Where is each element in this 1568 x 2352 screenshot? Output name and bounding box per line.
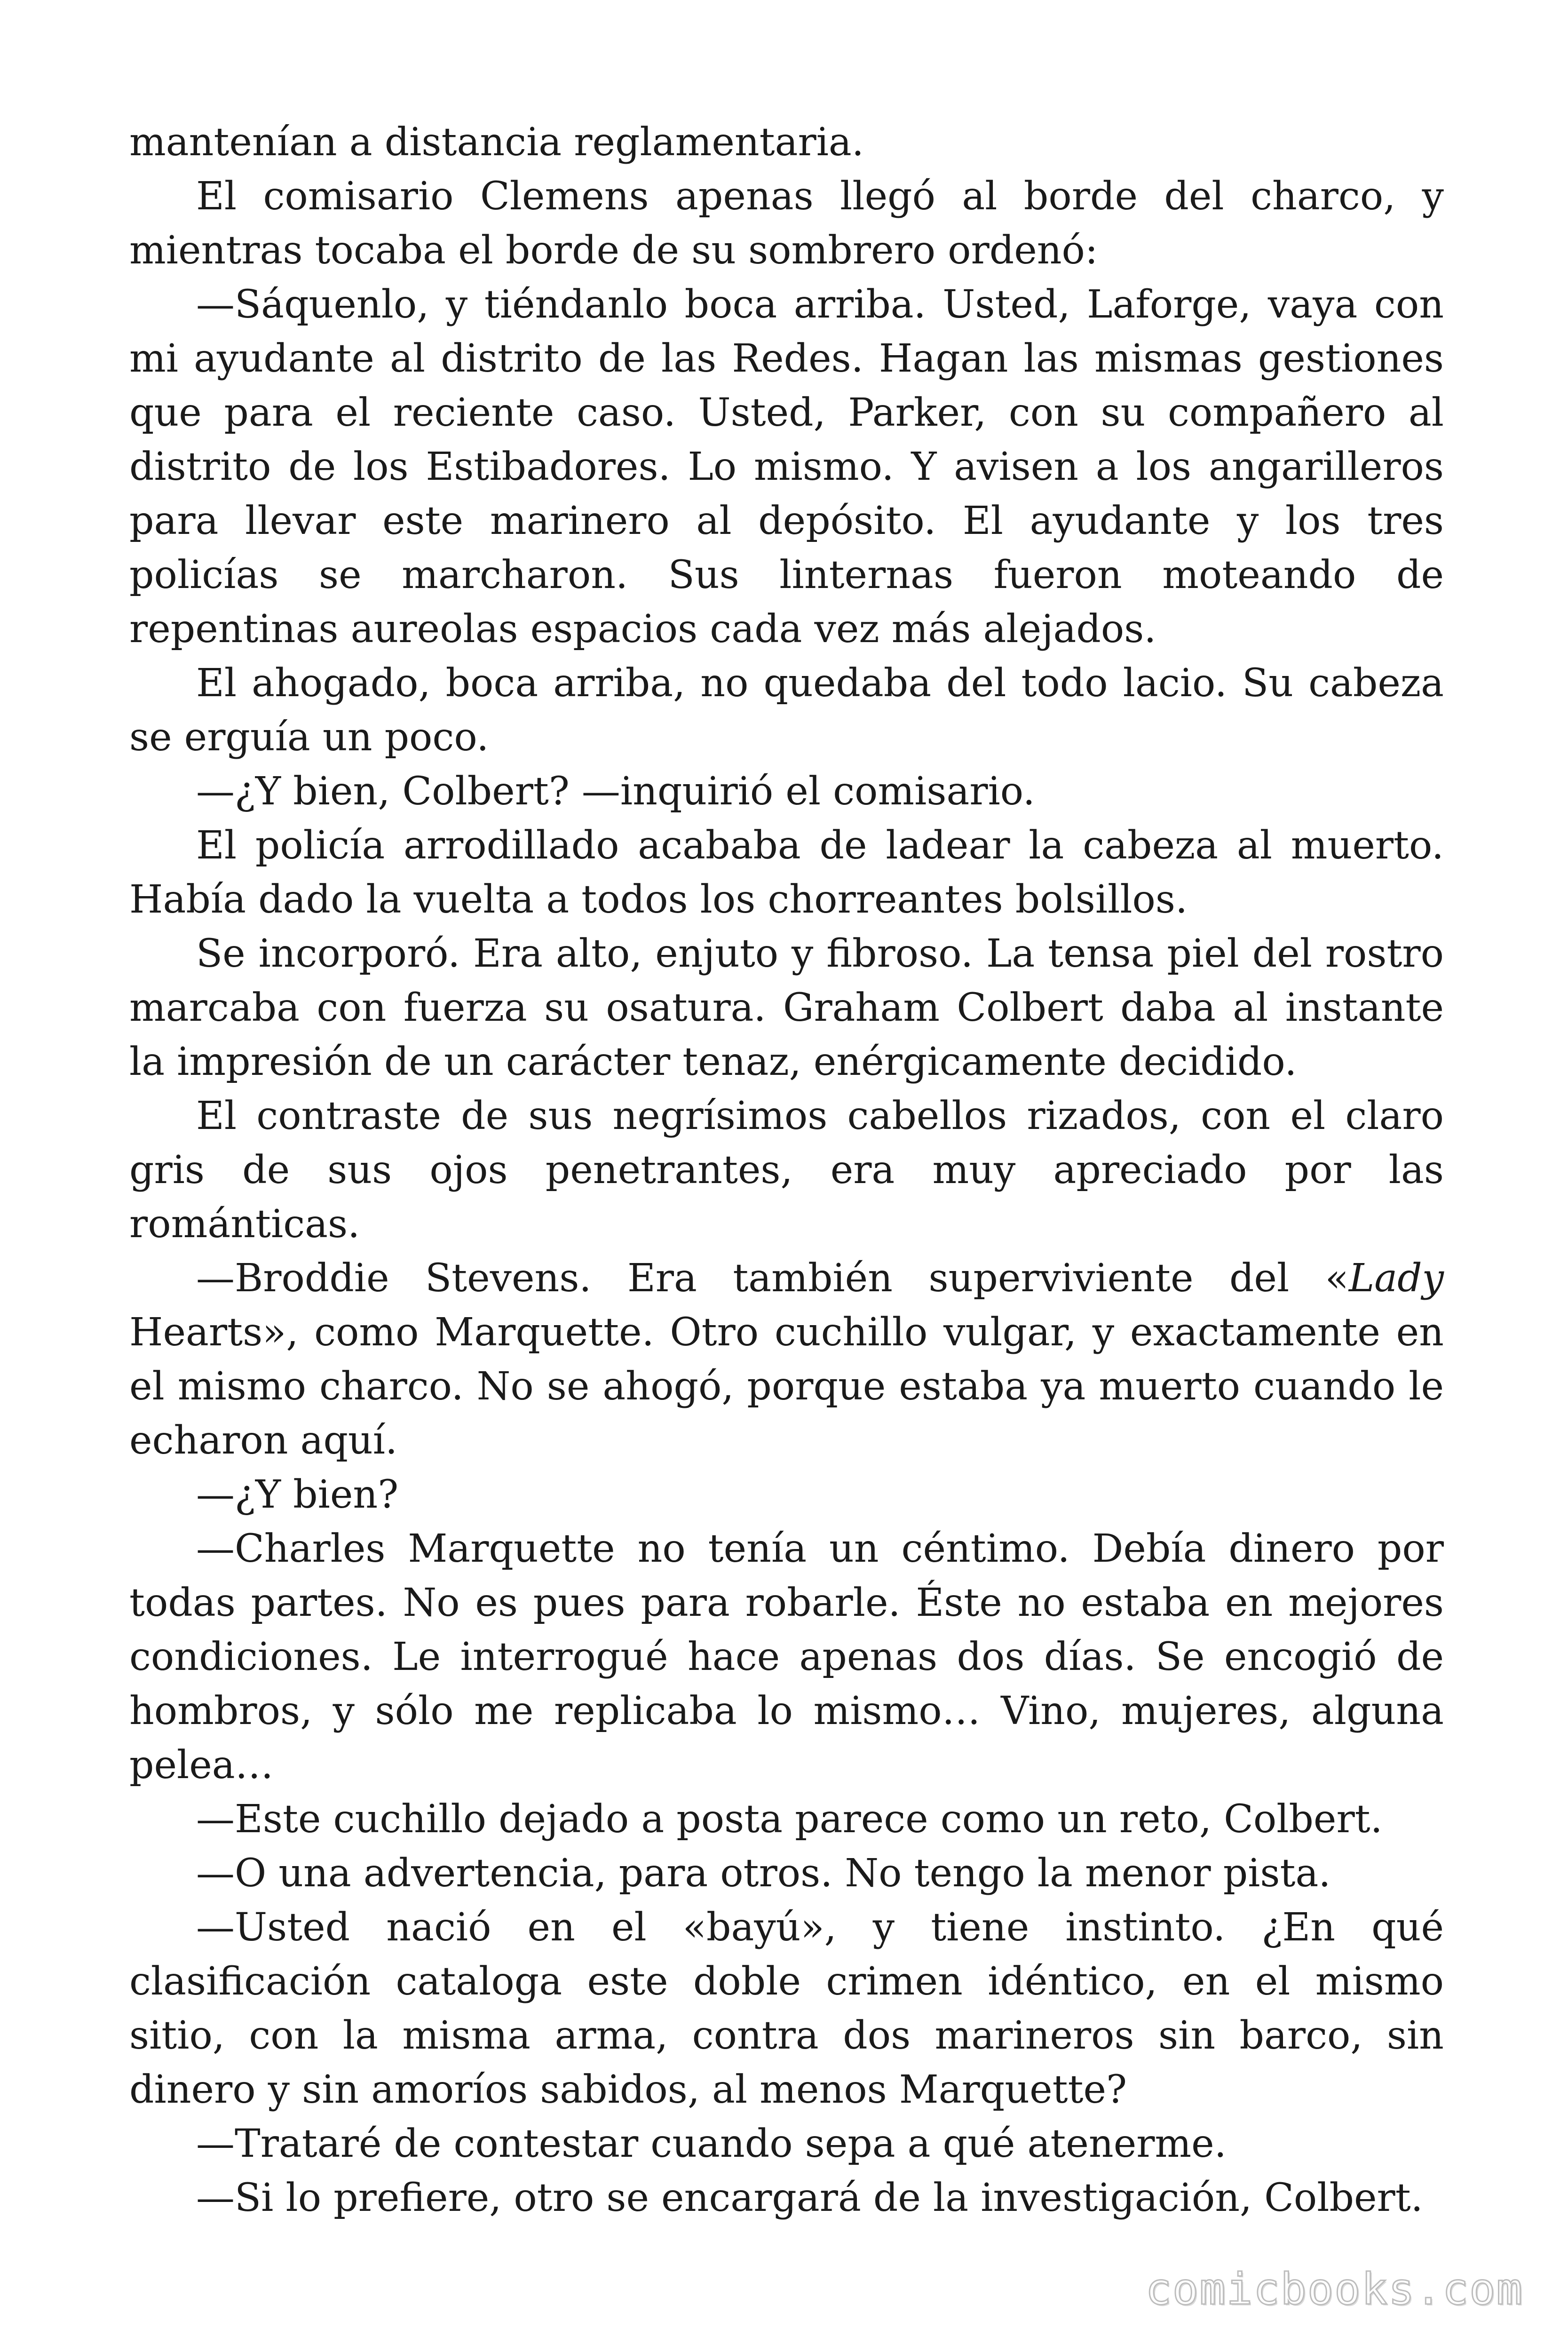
paragraph-8: El contraste de sus negrísimos cabellos rizados, con el claro gris de sus ojos penetrantes, era muy apreciado por las románticas.	[129, 1094, 1444, 1247]
paragraph-11: —Charles Marquette no tenía un céntimo. Debía dinero por todas partes. No es pues para robarle. Éste no estaba en mejores condiciones. Le interrogué hace apenas dos días. Se encogió de hombros, y sólo me replicaba lo mismo… Vino, mujeres, alguna pelea…	[129, 1526, 1444, 1788]
paragraph-10: —¿Y bien?	[196, 1472, 399, 1517]
paragraph-1: mantenían a distancia reglamentaria.	[129, 120, 864, 165]
paragraph-12: —Este cuchillo dejado a posta parece como un reto, Colbert.	[196, 1797, 1383, 1842]
paragraph-7: Se incorporó. Era alto, enjuto y fibroso. La tensa piel del rostro marcaba con fuerza su osatura. Graham Colbert daba al instante la impresión de un carácter tenaz, enérgicamente decidido.	[129, 931, 1444, 1084]
paragraph-2: El comisario Clemens apenas llegó al borde del charco, y mientras tocaba el borde de su sombrero ordenó:	[129, 174, 1444, 273]
paragraph-9-italic: Lady	[1348, 1256, 1444, 1301]
paragraph-5: —¿Y bien, Colbert? —inquirió el comisario.	[196, 769, 1035, 814]
paragraph-4: El ahogado, boca arriba, no quedaba del todo lacio. Su cabeza se erguía un poco.	[129, 661, 1444, 760]
paragraph-6: El policía arrodillado acababa de ladear la cabeza al muerto. Había dado la vuelta a todos los chorreantes bolsillos.	[129, 823, 1444, 922]
paragraph-15: —Trataré de contestar cuando sepa a qué atenerme.	[196, 2122, 1227, 2166]
paragraph-9-end: Hearts», como Marquette. Otro cuchillo vulgar, y exactamente en el mismo charco. No se ahogó, porque estaba ya muerto cuando le echaron aquí.	[129, 1310, 1444, 1463]
paragraph-16: —Si lo prefiere, otro se encargará de la investigación, Colbert.	[196, 2176, 1423, 2220]
paragraph-13: —O una advertencia, para otros. No tengo la menor pista.	[196, 1851, 1331, 1896]
paragraph-9	[129, 1251, 1444, 1468]
watermark: comicbooks.com	[1145, 2264, 1523, 2314]
page-body	[129, 115, 1444, 2225]
paragraph-3: —Sáquenlo, y tiéndanlo boca arriba. Usted, Laforge, vaya con mi ayudante al distrito de las Redes. Hagan las mismas gestiones que para el reciente caso. Usted, Parker, con su compañero al distrito de los Estibadores. Lo mismo. Y avisen a los angarilleros para llevar este marinero al depósito. El ayudante y los tres policías se marcharon. Sus linternas fueron moteando de repentinas aureolas espacios cada vez más alejados.	[129, 282, 1444, 652]
paragraph-14: —Usted nació en el «bayú», y tiene instinto. ¿En qué clasificación cataloga este doble crimen idéntico, en el mismo sitio, con la misma arma, contra dos marineros sin barco, sin dinero y sin amoríos sabidos, al menos Marquette?	[129, 1905, 1444, 2112]
paragraph-9-start: —Broddie Stevens. Era también superviviente del «	[196, 1256, 1349, 1301]
